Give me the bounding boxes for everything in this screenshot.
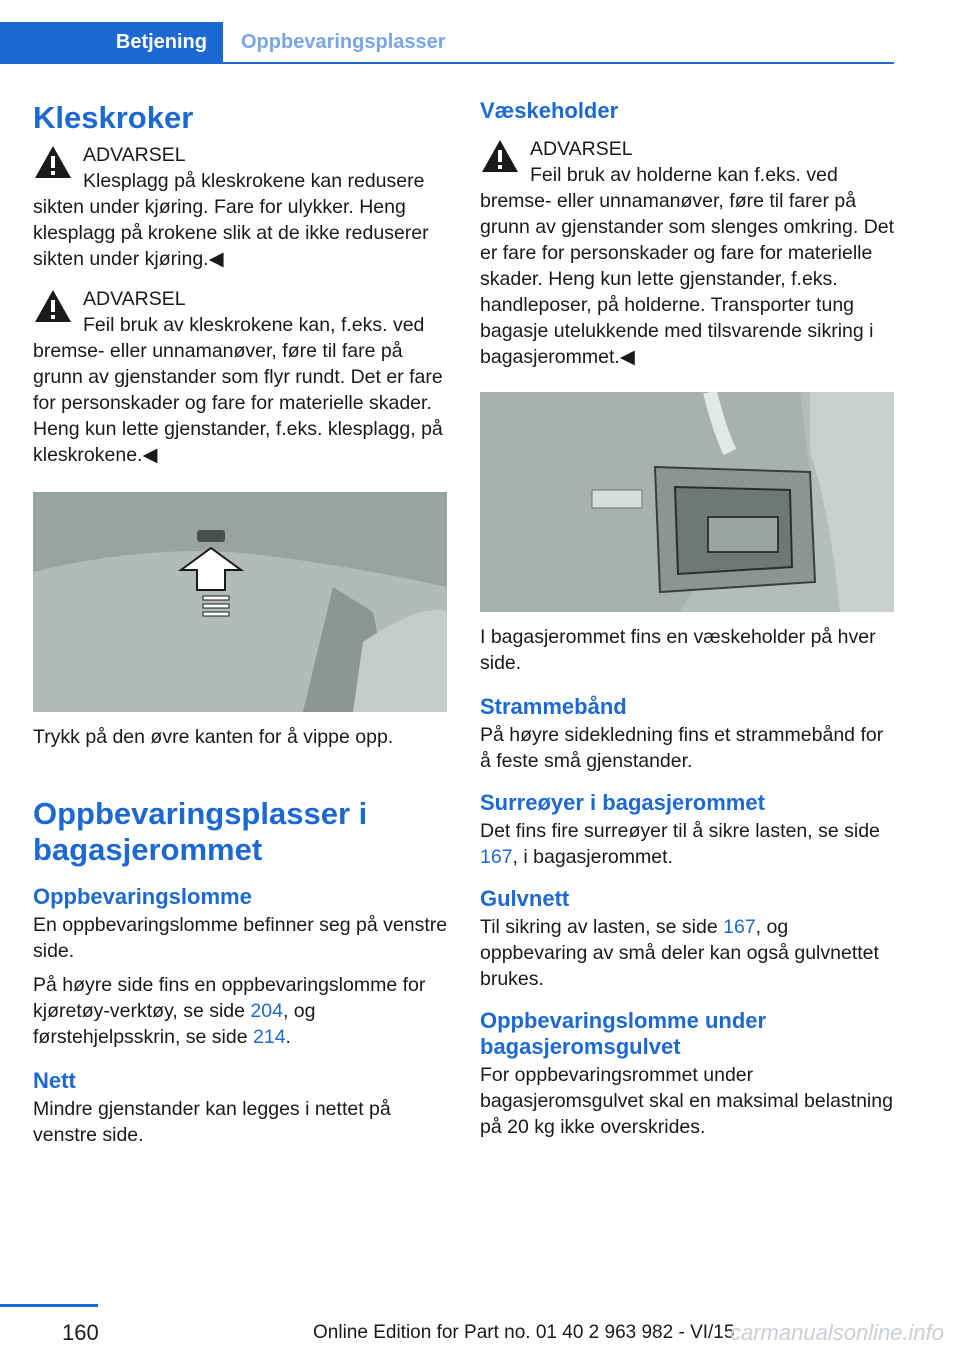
watermark: carmanualsonline.info	[730, 1320, 945, 1345]
trunk-holder-illustration	[480, 392, 894, 612]
paragraph: På høyre side fins en oppbevaringslomme for kjøretøy-verktøy, se side 204, og førstehjelpsskrin, se side 214.	[33, 974, 426, 1048]
warning-triangle-icon	[33, 142, 73, 182]
surreoyer-heading: Surreøyer i bagasjerommet	[480, 790, 765, 815]
footer-rule	[0, 1304, 98, 1307]
warning-block-1	[33, 142, 449, 272]
page-link-204[interactable]: 204	[250, 1000, 283, 1022]
lomme-under-heading: Oppbevaringslomme under bagasjeromsgulvet	[480, 1008, 767, 1059]
warning-block-2	[33, 286, 449, 468]
coat-hook-illustration	[33, 492, 447, 712]
warning-text: Feil bruk av holderne kan f.eks. ved bremse- eller unnamanøver, føre til farer på grunn av gjenstander som slenges omkring. Det er fare for personskader og fare for materielle skader. Heng kun lette gjenstander, f.eks. handleposer, på holderne. Transporter tung bagasje utelukkende med tilsvarende sikring i bagasjerommet.◀	[480, 164, 895, 368]
vaeskeholder-heading: Væskeholder	[480, 98, 619, 123]
header-bar	[0, 0, 894, 64]
paragraph: Til sikring av lasten, se side 167, og oppbevaring av små deler kan også gulvnettet brukes.	[480, 916, 879, 990]
edition-text: Online Edition for Part no. 01 40 2 963 982 - VI/15	[313, 1322, 735, 1343]
oppbevaringslomme-heading: Oppbevaringslomme	[33, 884, 252, 909]
paragraph: En oppbevaringslomme befinner seg på venstre side.	[33, 914, 448, 962]
nett-heading: Nett	[33, 1068, 76, 1093]
right-column	[480, 98, 896, 1140]
image-caption: I bagasjerommet fins en væskeholder på hver side.	[480, 626, 876, 674]
warning-block-3	[480, 136, 896, 370]
strammebaand-heading: Strammebånd	[480, 694, 627, 719]
tab-betjening[interactable]: Betjening	[0, 22, 223, 62]
tab-oppbevaringsplasser[interactable]: Oppbevaringsplasser	[241, 31, 446, 53]
kleskroker-heading: Kleskroker	[33, 100, 194, 135]
paragraph: På høyre sidekledning fins et strammebånd for å feste små gjenstander.	[480, 724, 884, 772]
warning-title: ADVARSEL	[83, 288, 186, 310]
image-caption: Trykk på den øvre kanten for å vippe opp.	[33, 726, 394, 748]
warning-title: ADVARSEL	[530, 138, 633, 160]
warning-text: Klesplagg på kleskrokene kan redusere sikten under kjøring. Fare for ulykker. Heng klesplagg på krokene slik at de ikke reduserer sikten under kjøring.◀	[33, 170, 429, 270]
gulvnett-heading: Gulvnett	[480, 886, 570, 911]
warning-title: ADVARSEL	[83, 144, 186, 166]
page-link-167[interactable]: 167	[723, 916, 756, 938]
page-link-167[interactable]: 167	[480, 846, 513, 868]
section-heading: Oppbevaringsplasser i bagasjerommet	[33, 796, 368, 867]
warning-triangle-icon	[480, 136, 520, 176]
page-number: 160	[62, 1320, 99, 1345]
page-link-214[interactable]: 214	[253, 1026, 286, 1048]
warning-triangle-icon	[33, 286, 73, 326]
warning-text: Feil bruk av kleskrokene kan, f.eks. ved bremse- eller unnamanøver, føre til fare på grunn av gjenstander som flyr rundt. Det er fare for personskader og fare for materielle skader. Heng kun lette gjenstander, f.eks. klesplagg, på kleskrokene.◀	[33, 314, 443, 466]
paragraph: For oppbevaringsrommet under bagasjeromsgulvet skal en maksimal belastning på 20 kg ikke overskrides.	[480, 1064, 893, 1138]
paragraph: Mindre gjenstander kan legges i nettet på venstre side.	[33, 1098, 391, 1146]
paragraph: Det fins fire surreøyer til å sikre lasten, se side 167, i bagasjerommet.	[480, 820, 880, 868]
left-column	[33, 98, 449, 1148]
